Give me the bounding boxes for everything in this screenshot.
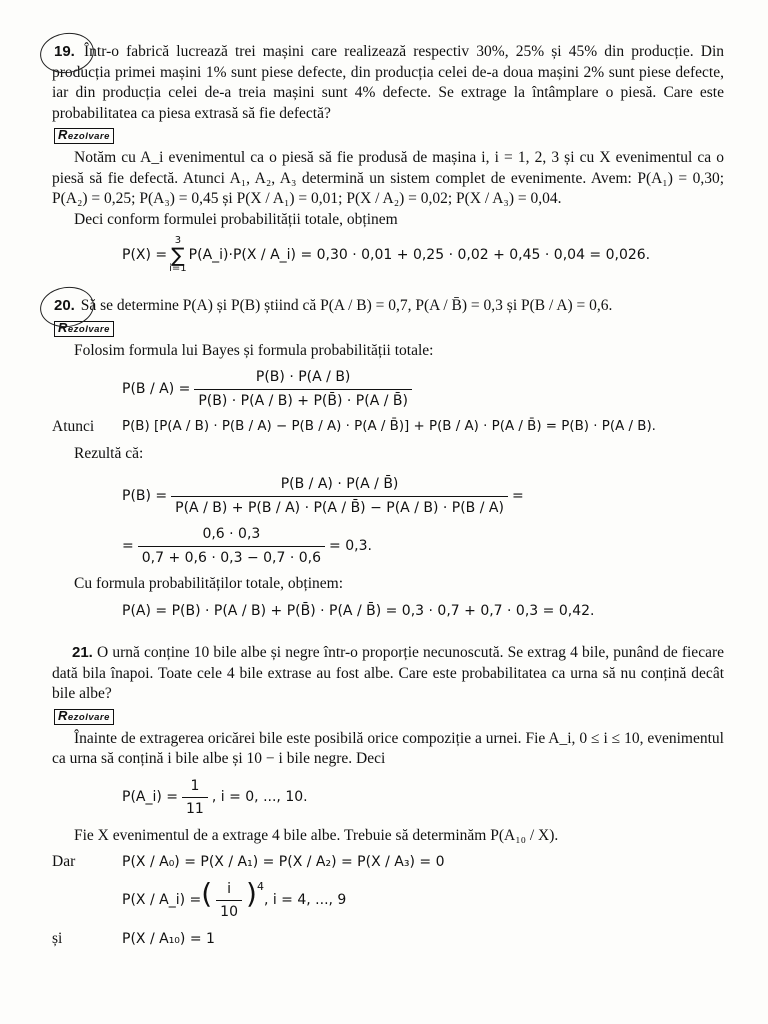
pb-formula: [122, 474, 724, 518]
solution-text: Fie X evenimentul de a extrage 4 bile albe. Trebuie să determinăm P(A₁₀ / X).: [74, 826, 559, 844]
fraction: [171, 474, 508, 518]
problem-number: 20.: [52, 296, 77, 317]
badge-text: ezolvare: [67, 323, 110, 335]
problem-statement: Să se determine P(A) și P(B) știind că P(A / B) = 0,7, P(A / B̄) = 0,3 și P(B / A) = 0,6.: [80, 297, 613, 314]
equation: P(B) [P(A / B) · P(B / A) − P(B / A) · P(A / B̄)] + P(B / A) · P(A / B̄) = P(B) · P(A / B).: [122, 419, 656, 434]
solution-text: Înainte de extragerea oricărei bile este posibilă orice compoziție a urnei. Fie A_i, 0 ≤ i ≤ 10, evenimentul ca urna să conțină i bile albe și 10 − i bile negre. Deci: [52, 729, 724, 767]
fraction: [216, 879, 242, 923]
formula-rhs: P(A_i)·P(X / A_i) = 0,30 · 0,01 + 0,25 · 0,02 + 0,45 · 0,04 = 0,026.: [188, 246, 651, 263]
dar-equation: [52, 852, 724, 873]
pxa-formula: [122, 876, 724, 923]
exponent: 4: [256, 879, 264, 893]
problem-statement: Într-o fabrică lucrează trei mașini care realizează respectiv 30%, 25% și 45% din producție. Din producția primei mașini 1% sunt piese defecte, din producția celei de-a doua mașini 2% sunt piese defecte, iar din producția celei de-a treia mașini sunt 4% defecte. Se extrage la întâmplare o piesă. Care este probabilitatea ca piesa extrasă să fie defectă?: [52, 43, 724, 122]
atunci-equation: [52, 417, 724, 438]
denominator: P(B) · P(A / B) + P(B̄) · P(A / B̄): [194, 389, 412, 412]
equals: =: [511, 487, 524, 504]
denominator: P(A / B) + P(B / A) · P(A / B̄) − P(A / B) · P(B / A): [171, 496, 508, 519]
solution-badge: [54, 128, 114, 144]
numerator: 0,6 · 0,3: [202, 526, 261, 542]
pai-formula: [122, 776, 724, 820]
badge-letter: R: [58, 319, 68, 335]
badge-letter: R: [58, 127, 68, 142]
atunci-label: Atunci: [52, 418, 95, 435]
result: = 0,3.: [329, 537, 372, 554]
formula-tail: , i = 4, ..., 9: [263, 892, 347, 909]
sum-upper: 3: [174, 235, 182, 246]
si-equation: [52, 929, 724, 950]
problem-statement: O urnă conține 10 bile albe și negre într-o proporție necunoscută. Se extrag 4 bile, punând de fiecare dată bila înapoi. Toate cele 4 bile extrase au fost albe. Care este probabilitatea ca urna să nu conțină decât bile albe?: [52, 644, 724, 702]
solution-text: Deci conform formulei probabilității totale, obținem: [74, 210, 398, 228]
formula-lhs: P(A_i) =: [122, 789, 179, 806]
power-expression: ( $\frac{i}{10}$ ) $^4$: [201, 879, 264, 923]
dar-label: Dar: [52, 853, 76, 870]
denominator: 10: [216, 900, 242, 923]
solution-text: Folosim formula lui Bayes și formula probabilității totale:: [74, 341, 434, 359]
badge-text: ezolvare: [67, 711, 110, 723]
si-label: și: [52, 929, 63, 947]
denominator: 0,7 + 0,6 · 0,3 − 0,7 · 0,6: [138, 546, 325, 569]
numerator: P(B / A) · P(A / B̄): [280, 476, 399, 492]
equation: P(X / A₁₀) = 1: [122, 930, 215, 947]
formula-tail: , i = 0, ..., 10.: [211, 789, 308, 806]
sum-symbol: 3 ∑ i=1: [169, 235, 187, 274]
problem-number: 21.: [72, 644, 93, 661]
numerator: 1: [190, 777, 200, 794]
formula-lhs: P(B / A) =: [122, 380, 191, 397]
problem-21: [52, 643, 724, 705]
equals: =: [122, 537, 134, 554]
numerator: i: [227, 880, 232, 897]
problem-number: 19.: [52, 42, 77, 63]
formula-lhs: P(X / A_i) =: [122, 892, 202, 909]
sum-lower: i=1: [169, 263, 187, 274]
badge-letter: R: [58, 707, 68, 723]
numerator: P(B) · P(A / B): [255, 369, 351, 385]
denominator: 11: [182, 797, 208, 820]
numeric-formula: [122, 524, 724, 568]
solution-text: Cu formula probabilităților totale, obținem:: [74, 575, 344, 592]
bayes-formula: [122, 367, 724, 411]
solution-text: Rezultă că:: [74, 444, 144, 462]
problem-19: [52, 42, 724, 124]
formula-lhs: P(B) =: [122, 487, 168, 504]
fraction: [182, 776, 208, 820]
badge-text: ezolvare: [67, 131, 110, 142]
fraction: [138, 524, 325, 568]
formula-lhs: P(X) =: [122, 246, 168, 263]
total-probability-formula: [122, 236, 724, 274]
solution-text: Notăm cu A_i evenimentul ca o piesă să fie produsă de mașina i, i = 1, 2, 3 și cu X evenimentul ca o piesă să fie defectă. Atunci A₁, A₂, A₃ determină un sistem complet de evenimente. Avem: P(A₁) = 0,30; P(A₂) = 0,25; P(A₃) = 0,45 și P(X / A₁) = 0,01; P(X / A₂) = 0,02; P(X / A₃) = 0,04.: [52, 149, 724, 207]
equation: P(X / A₀) = P(X / A₁) = P(X / A₂) = P(X / A₃) = 0: [122, 854, 445, 870]
solution-badge: [54, 709, 114, 725]
total-formula: P(A) = P(B) · P(A / B) + P(B̄) · P(A / B̄) = 0,3 · 0,7 + 0,7 · 0,3 = 0,42.: [122, 602, 595, 619]
fraction: [194, 367, 412, 411]
textbook-page: [52, 40, 724, 955]
problem-20: [52, 296, 724, 317]
